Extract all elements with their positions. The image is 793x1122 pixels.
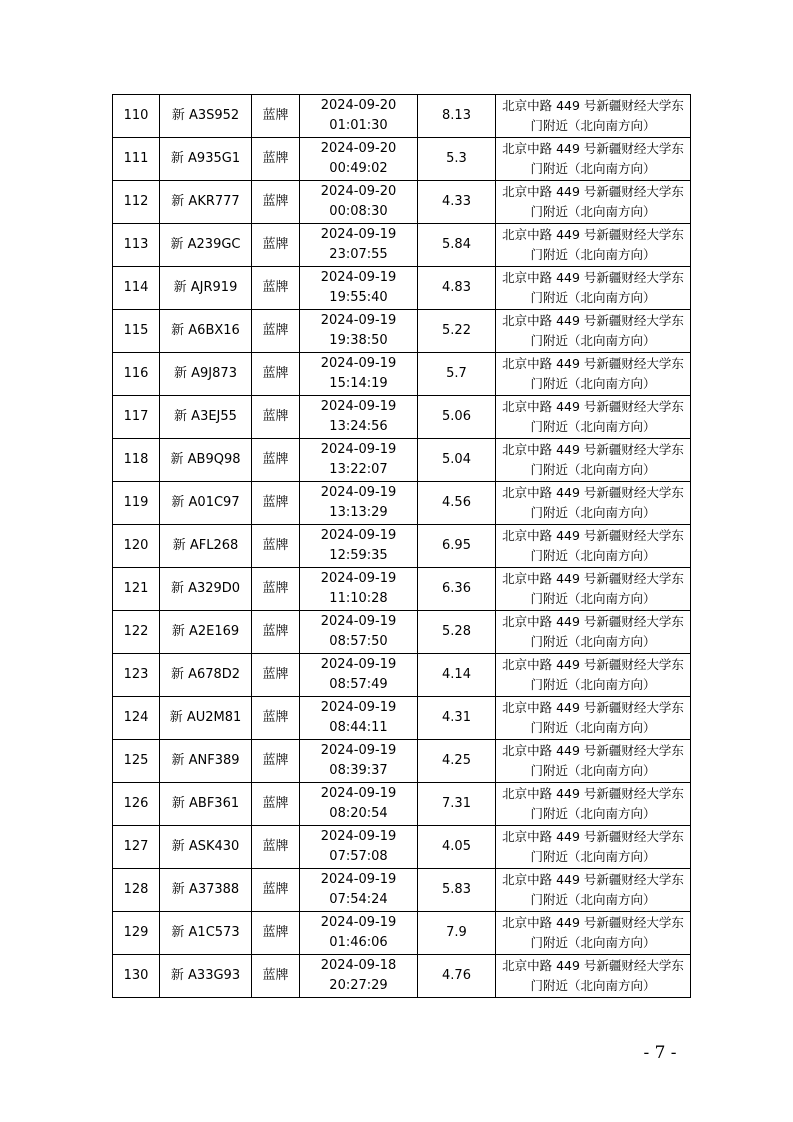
measurement-cell: 7.9 — [418, 912, 496, 955]
measurement-cell: 5.22 — [418, 310, 496, 353]
plate-color-cell: 蓝牌 — [252, 267, 300, 310]
records-table — [112, 94, 691, 998]
plate-color-cell: 蓝牌 — [252, 955, 300, 998]
plate-color-cell: 蓝牌 — [252, 138, 300, 181]
datetime-cell: 2024-09-19 07:54:24 — [300, 869, 418, 912]
location-cell: 北京中路 449 号新疆财经大学东 门附近（北向南方向） — [496, 138, 691, 181]
plate-color-cell: 蓝牌 — [252, 439, 300, 482]
measurement-cell: 5.83 — [418, 869, 496, 912]
plate-number-cell: 新 A6BX16 — [160, 310, 252, 353]
measurement-cell: 7.31 — [418, 783, 496, 826]
row-number-cell: 126 — [113, 783, 160, 826]
plate-number-cell: 新 A2E169 — [160, 611, 252, 654]
measurement-cell: 4.76 — [418, 955, 496, 998]
datetime-cell: 2024-09-19 23:07:55 — [300, 224, 418, 267]
plate-color-cell: 蓝牌 — [252, 654, 300, 697]
plate-color-cell: 蓝牌 — [252, 611, 300, 654]
measurement-cell: 5.06 — [418, 396, 496, 439]
location-cell: 北京中路 449 号新疆财经大学东 门附近（北向南方向） — [496, 869, 691, 912]
location-cell: 北京中路 449 号新疆财经大学东 门附近（北向南方向） — [496, 912, 691, 955]
table-row — [113, 568, 691, 611]
row-number-cell: 114 — [113, 267, 160, 310]
datetime-cell: 2024-09-19 08:57:49 — [300, 654, 418, 697]
measurement-cell: 8.13 — [418, 95, 496, 138]
datetime-cell: 2024-09-19 07:57:08 — [300, 826, 418, 869]
plate-number-cell: 新 A33G93 — [160, 955, 252, 998]
page-number: - 7 - — [643, 1043, 677, 1063]
table-row — [113, 697, 691, 740]
row-number-cell: 127 — [113, 826, 160, 869]
row-number-cell: 112 — [113, 181, 160, 224]
measurement-cell: 5.28 — [418, 611, 496, 654]
plate-number-cell: 新 A01C97 — [160, 482, 252, 525]
datetime-cell: 2024-09-19 08:39:37 — [300, 740, 418, 783]
plate-number-cell: 新 AB9Q98 — [160, 439, 252, 482]
table-row — [113, 95, 691, 138]
location-cell: 北京中路 449 号新疆财经大学东 门附近（北向南方向） — [496, 396, 691, 439]
location-cell: 北京中路 449 号新疆财经大学东 门附近（北向南方向） — [496, 267, 691, 310]
location-cell: 北京中路 449 号新疆财经大学东 门附近（北向南方向） — [496, 826, 691, 869]
datetime-cell: 2024-09-19 15:14:19 — [300, 353, 418, 396]
plate-color-cell: 蓝牌 — [252, 224, 300, 267]
row-number-cell: 110 — [113, 95, 160, 138]
location-cell: 北京中路 449 号新疆财经大学东 门附近（北向南方向） — [496, 955, 691, 998]
location-cell: 北京中路 449 号新疆财经大学东 门附近（北向南方向） — [496, 482, 691, 525]
table-row — [113, 955, 691, 998]
datetime-cell: 2024-09-18 20:27:29 — [300, 955, 418, 998]
table-row — [113, 181, 691, 224]
table-row — [113, 138, 691, 181]
plate-color-cell: 蓝牌 — [252, 869, 300, 912]
measurement-cell: 5.7 — [418, 353, 496, 396]
location-cell: 北京中路 449 号新疆财经大学东 门附近（北向南方向） — [496, 224, 691, 267]
measurement-cell: 6.95 — [418, 525, 496, 568]
plate-color-cell: 蓝牌 — [252, 783, 300, 826]
row-number-cell: 121 — [113, 568, 160, 611]
plate-color-cell: 蓝牌 — [252, 697, 300, 740]
datetime-cell: 2024-09-19 19:55:40 — [300, 267, 418, 310]
location-cell: 北京中路 449 号新疆财经大学东 门附近（北向南方向） — [496, 310, 691, 353]
location-cell: 北京中路 449 号新疆财经大学东 门附近（北向南方向） — [496, 611, 691, 654]
row-number-cell: 119 — [113, 482, 160, 525]
datetime-cell: 2024-09-19 08:44:11 — [300, 697, 418, 740]
location-cell: 北京中路 449 号新疆财经大学东 门附近（北向南方向） — [496, 439, 691, 482]
row-number-cell: 113 — [113, 224, 160, 267]
table-row — [113, 869, 691, 912]
table-row — [113, 826, 691, 869]
location-cell: 北京中路 449 号新疆财经大学东 门附近（北向南方向） — [496, 654, 691, 697]
plate-color-cell: 蓝牌 — [252, 740, 300, 783]
plate-number-cell: 新 ANF389 — [160, 740, 252, 783]
measurement-cell: 4.56 — [418, 482, 496, 525]
plate-number-cell: 新 ABF361 — [160, 783, 252, 826]
location-cell: 北京中路 449 号新疆财经大学东 门附近（北向南方向） — [496, 697, 691, 740]
plate-number-cell: 新 A3EJ55 — [160, 396, 252, 439]
datetime-cell: 2024-09-20 00:49:02 — [300, 138, 418, 181]
table-row — [113, 783, 691, 826]
row-number-cell: 123 — [113, 654, 160, 697]
measurement-cell: 5.3 — [418, 138, 496, 181]
table-row — [113, 396, 691, 439]
measurement-cell: 5.04 — [418, 439, 496, 482]
table-row — [113, 482, 691, 525]
plate-number-cell: 新 A239GC — [160, 224, 252, 267]
records-table-body — [113, 95, 691, 998]
datetime-cell: 2024-09-20 00:08:30 — [300, 181, 418, 224]
location-cell: 北京中路 449 号新疆财经大学东 门附近（北向南方向） — [496, 783, 691, 826]
measurement-cell: 4.25 — [418, 740, 496, 783]
measurement-cell: 4.83 — [418, 267, 496, 310]
location-cell: 北京中路 449 号新疆财经大学东 门附近（北向南方向） — [496, 95, 691, 138]
plate-color-cell: 蓝牌 — [252, 826, 300, 869]
row-number-cell: 115 — [113, 310, 160, 353]
table-row — [113, 654, 691, 697]
measurement-cell: 4.14 — [418, 654, 496, 697]
row-number-cell: 122 — [113, 611, 160, 654]
measurement-cell: 4.33 — [418, 181, 496, 224]
plate-number-cell: 新 AJR919 — [160, 267, 252, 310]
plate-color-cell: 蓝牌 — [252, 396, 300, 439]
plate-number-cell: 新 A37388 — [160, 869, 252, 912]
table-row — [113, 310, 691, 353]
table-row — [113, 439, 691, 482]
row-number-cell: 118 — [113, 439, 160, 482]
plate-color-cell: 蓝牌 — [252, 482, 300, 525]
table-row — [113, 267, 691, 310]
row-number-cell: 117 — [113, 396, 160, 439]
plate-color-cell: 蓝牌 — [252, 912, 300, 955]
plate-number-cell: 新 AKR777 — [160, 181, 252, 224]
plate-number-cell: 新 A935G1 — [160, 138, 252, 181]
row-number-cell: 124 — [113, 697, 160, 740]
location-cell: 北京中路 449 号新疆财经大学东 门附近（北向南方向） — [496, 353, 691, 396]
row-number-cell: 129 — [113, 912, 160, 955]
location-cell: 北京中路 449 号新疆财经大学东 门附近（北向南方向） — [496, 740, 691, 783]
row-number-cell: 120 — [113, 525, 160, 568]
row-number-cell: 116 — [113, 353, 160, 396]
plate-number-cell: 新 AU2M81 — [160, 697, 252, 740]
plate-color-cell: 蓝牌 — [252, 568, 300, 611]
plate-color-cell: 蓝牌 — [252, 525, 300, 568]
location-cell: 北京中路 449 号新疆财经大学东 门附近（北向南方向） — [496, 525, 691, 568]
datetime-cell: 2024-09-19 12:59:35 — [300, 525, 418, 568]
datetime-cell: 2024-09-19 01:46:06 — [300, 912, 418, 955]
table-row — [113, 611, 691, 654]
row-number-cell: 125 — [113, 740, 160, 783]
measurement-cell: 6.36 — [418, 568, 496, 611]
table-row — [113, 353, 691, 396]
row-number-cell: 128 — [113, 869, 160, 912]
datetime-cell: 2024-09-19 08:20:54 — [300, 783, 418, 826]
measurement-cell: 4.31 — [418, 697, 496, 740]
plate-color-cell: 蓝牌 — [252, 95, 300, 138]
row-number-cell: 111 — [113, 138, 160, 181]
table-row — [113, 525, 691, 568]
measurement-cell: 5.84 — [418, 224, 496, 267]
plate-color-cell: 蓝牌 — [252, 353, 300, 396]
plate-number-cell: 新 A678D2 — [160, 654, 252, 697]
plate-color-cell: 蓝牌 — [252, 181, 300, 224]
datetime-cell: 2024-09-19 13:22:07 — [300, 439, 418, 482]
table-row — [113, 912, 691, 955]
table-row — [113, 224, 691, 267]
table-row — [113, 740, 691, 783]
datetime-cell: 2024-09-19 13:13:29 — [300, 482, 418, 525]
plate-number-cell: 新 AFL268 — [160, 525, 252, 568]
datetime-cell: 2024-09-20 01:01:30 — [300, 95, 418, 138]
location-cell: 北京中路 449 号新疆财经大学东 门附近（北向南方向） — [496, 181, 691, 224]
plate-number-cell: 新 ASK430 — [160, 826, 252, 869]
plate-number-cell: 新 A9J873 — [160, 353, 252, 396]
datetime-cell: 2024-09-19 08:57:50 — [300, 611, 418, 654]
plate-number-cell: 新 A329D0 — [160, 568, 252, 611]
plate-number-cell: 新 A1C573 — [160, 912, 252, 955]
plate-color-cell: 蓝牌 — [252, 310, 300, 353]
location-cell: 北京中路 449 号新疆财经大学东 门附近（北向南方向） — [496, 568, 691, 611]
datetime-cell: 2024-09-19 13:24:56 — [300, 396, 418, 439]
datetime-cell: 2024-09-19 11:10:28 — [300, 568, 418, 611]
row-number-cell: 130 — [113, 955, 160, 998]
datetime-cell: 2024-09-19 19:38:50 — [300, 310, 418, 353]
measurement-cell: 4.05 — [418, 826, 496, 869]
plate-number-cell: 新 A3S952 — [160, 95, 252, 138]
